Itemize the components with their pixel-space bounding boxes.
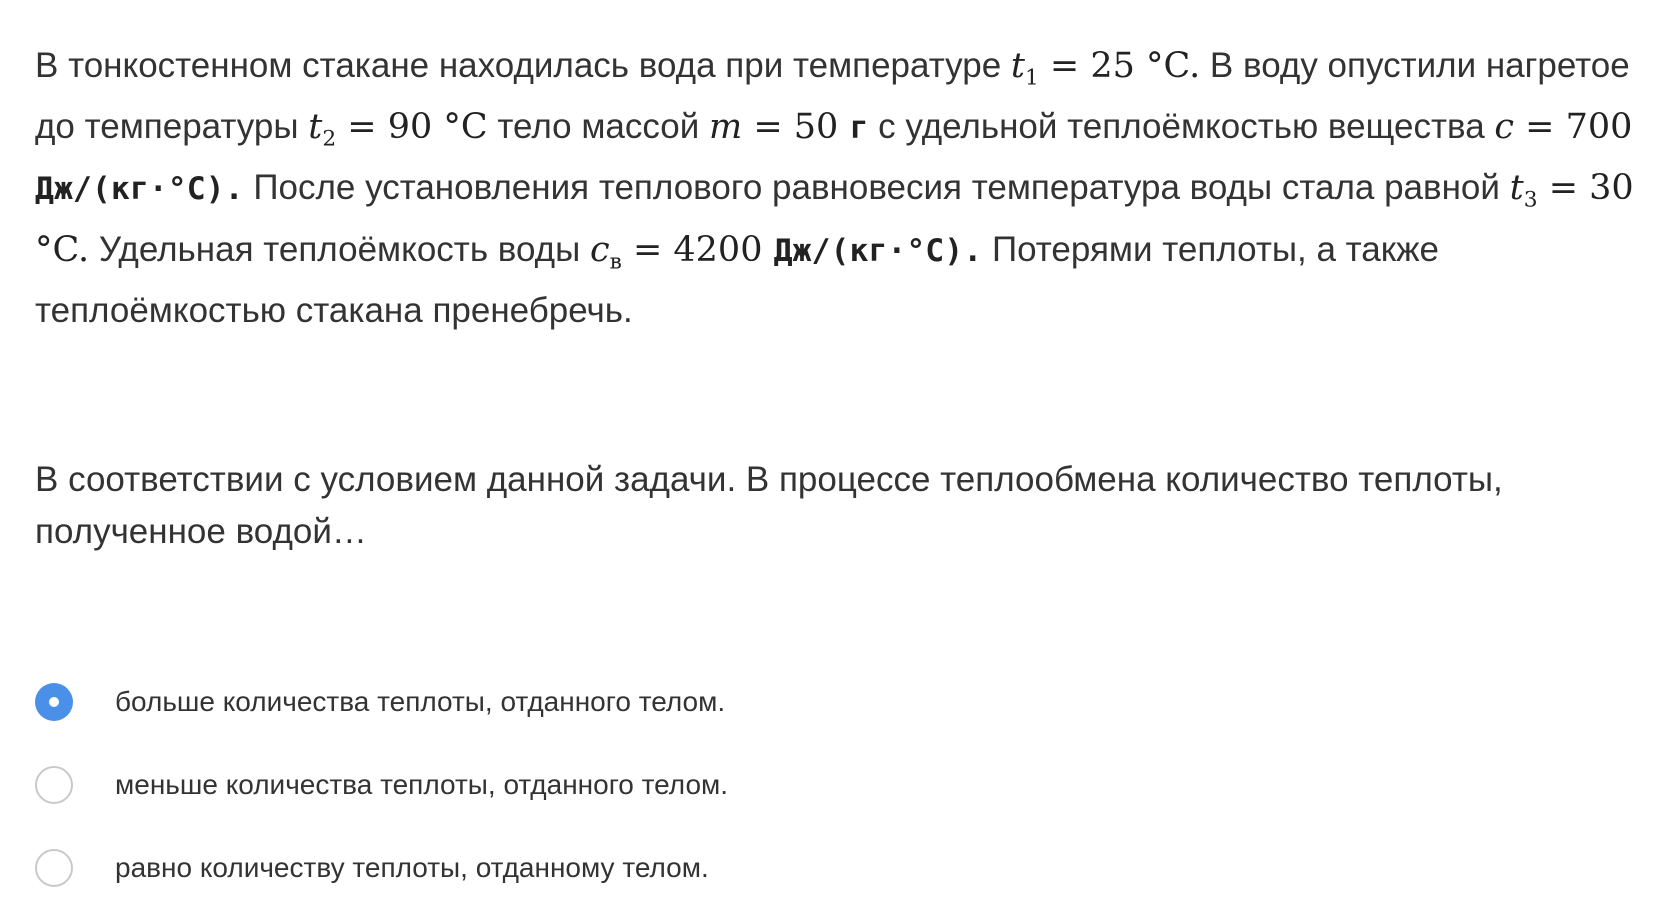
math-t1 — [1010, 46, 1201, 91]
math-value: = 90 °C — [336, 106, 488, 147]
math-t2 — [308, 106, 488, 152]
math-variable: t — [308, 106, 323, 147]
problem-text-part: с удельной теплоёмкостью вещества — [868, 106, 1495, 146]
answer-option-label: больше количества теплоты, отданного телом. — [115, 685, 726, 717]
math-value: = 50 — [742, 106, 850, 147]
problem-text-part: Потерями теплоты, а также теплоёмкостью стакана пренебречь. — [35, 229, 1439, 330]
math-variable: c — [589, 229, 610, 270]
math-variable: t — [1509, 168, 1524, 208]
math-value: = 30 °C. — [35, 168, 1634, 270]
problem-text — [35, 36, 1635, 342]
math-subscript: 3 — [1523, 187, 1538, 213]
math-unit: г — [849, 109, 869, 146]
problem-text-part: После установления теплового равновесия температура воды стала равной — [243, 168, 1510, 207]
radio-selected-icon[interactable] — [35, 683, 73, 721]
answer-option-less[interactable] — [35, 743, 728, 826]
radio-unselected-icon[interactable] — [35, 849, 73, 887]
math-unit: Дж/(кг·°C). — [773, 232, 983, 269]
answer-option-label: равно количеству теплоты, отданному телом. — [115, 851, 709, 883]
math-subscript: 2 — [322, 126, 337, 152]
answer-option-label: меньше количества теплоты, отданного телом. — [115, 768, 729, 800]
math-value: = 700 — [1514, 106, 1633, 147]
problem-text-part: В тонкостенном стакане находилась вода при температуре — [35, 46, 1011, 85]
math-subscript: в — [609, 249, 622, 275]
math-variable: m — [709, 106, 743, 147]
question-text: В соответствии с условием данной задачи. В процессе теплообмена количество теплоты, полученное водой… — [35, 460, 1503, 551]
answer-option-equal[interactable] — [35, 826, 709, 909]
math-water-heat-capacity — [589, 229, 983, 275]
problem-text-part: Удельная теплоёмкость воды — [89, 229, 590, 269]
answer-option-more[interactable] — [35, 660, 725, 743]
math-value: = 4200 — [621, 229, 774, 270]
math-variable: t — [1010, 46, 1025, 86]
math-subscript: 1 — [1024, 65, 1039, 91]
math-mass — [709, 107, 868, 147]
problem-text-part: В воду опустили нагретое до температуры — [35, 46, 1630, 146]
problem-text-part: тело массой — [487, 106, 709, 146]
math-variable: c — [1494, 106, 1514, 147]
math-unit: Дж/(кг·°C). — [35, 171, 244, 207]
math-value: = 25 °C. — [1038, 46, 1201, 86]
radio-unselected-icon[interactable] — [35, 766, 73, 804]
